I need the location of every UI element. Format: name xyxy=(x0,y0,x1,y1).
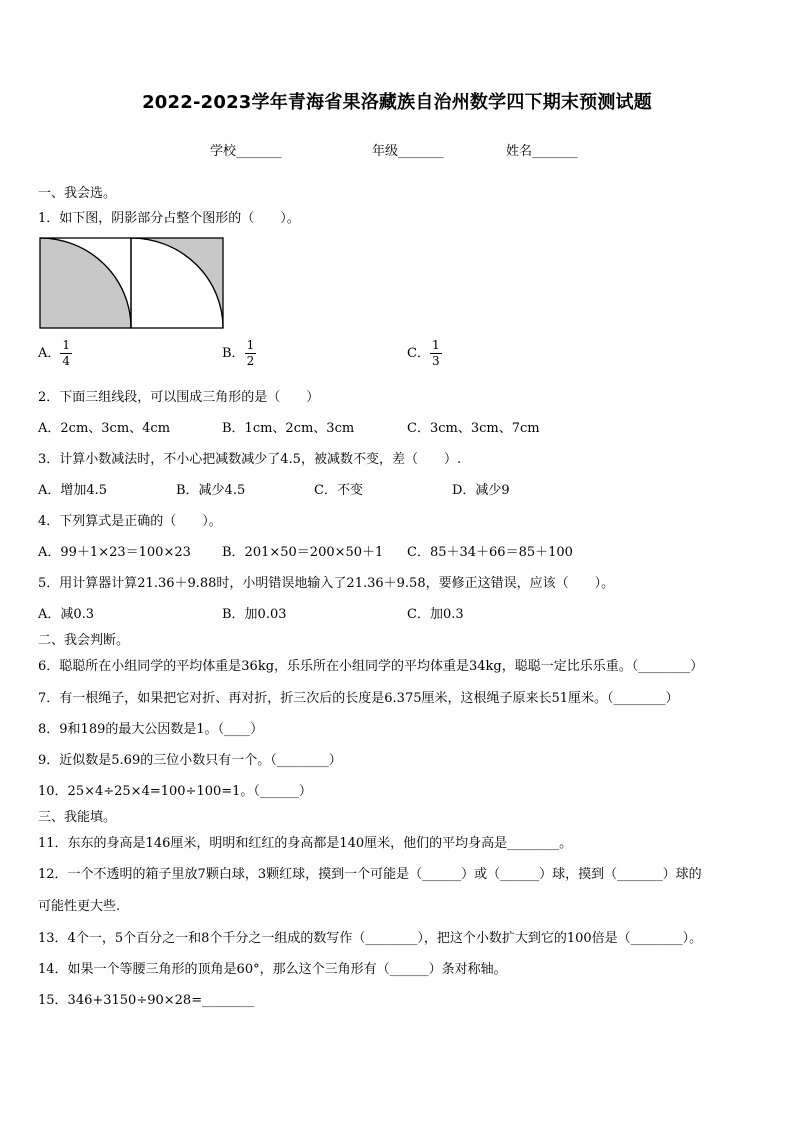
q5-option-b[interactable]: B．加0.03 xyxy=(222,607,287,622)
q1-option-c[interactable]: C． $\frac{1}{3}$ xyxy=(407,338,440,368)
question-15: 15．346+3150÷90×28=________ xyxy=(38,993,255,1008)
q5-option-c[interactable]: C．加0.3 xyxy=(407,607,464,622)
q3-option-d[interactable]: D．减少9 xyxy=(452,483,510,498)
question-5: 5．用计算器计算21.36＋9.88时，小明错误地输入了21.36＋9.58，要修正这错误，应该（ ）。 xyxy=(38,576,615,591)
q1-option-a[interactable]: A． $\frac{1}{4}$ xyxy=(38,338,71,368)
question-13: 13．4个一，5个百分之一和8个千分之一组成的数写作（________），把这个小数扩大到它的100倍是（________）。 xyxy=(38,931,703,946)
question-12-continued: 可能性更大些. xyxy=(38,899,121,914)
q3-option-c[interactable]: C．不变 xyxy=(314,483,363,498)
q3-option-b[interactable]: B．减少4.5 xyxy=(176,483,246,498)
section-heading-choice: 一、我会选。 xyxy=(38,186,117,201)
fraction: $\frac{1}{3}$ xyxy=(431,338,440,368)
shaded-squares-figure xyxy=(38,236,226,331)
q4-option-a[interactable]: A．99＋1×23＝100×23 xyxy=(38,545,191,560)
grade-field[interactable]: 年级_______ xyxy=(372,144,444,159)
fraction: $\frac{1}{4}$ xyxy=(62,338,71,368)
right-shaded-region xyxy=(131,238,223,328)
question-14: 14．如果一个等腰三角形的顶角是60°，那么这个三角形有（______）条对称轴。 xyxy=(38,962,507,977)
q2-option-a[interactable]: A．2cm、3cm、4cm xyxy=(38,421,171,436)
question-1: 1．如下图，阴影部分占整个图形的（ ）。 xyxy=(38,211,300,226)
question-8: 8．9和189的最大公因数是1。（____） xyxy=(38,722,264,737)
question-2: 2．下面三组线段，可以围成三角形的是（ ） xyxy=(38,390,320,405)
school-field[interactable]: 学校_______ xyxy=(210,144,282,159)
q4-option-b[interactable]: B．201×50＝200×50＋1 xyxy=(222,545,384,560)
q2-option-c[interactable]: C．3cm、3cm、7cm xyxy=(407,421,540,436)
section-heading-fill: 三、我能填。 xyxy=(38,810,117,825)
question-3: 3．计算小数减法时，不小心把减数减少了4.5，被减数不变，差（ ）. xyxy=(38,452,462,467)
section-heading-judge: 二、我会判断。 xyxy=(38,633,130,648)
question-10: 10．25×4÷25×4=100÷100=1。（______） xyxy=(38,784,312,799)
q5-option-a[interactable]: A．减0.3 xyxy=(38,607,95,622)
question-7: 7．有一根绳子，如果把它对折、再对折，折三次后的长度是6.375厘米，这根绳子原来长51厘米。（________） xyxy=(38,691,679,706)
question-9: 9．近似数是5.69的三位小数只有一个。（________） xyxy=(38,753,342,768)
q1-option-b[interactable]: B． $\frac{1}{2}$ xyxy=(222,338,255,368)
question-11: 11．东东的身高是146厘米，明明和红红的身高都是140厘米，他们的平均身高是________。 xyxy=(38,836,573,851)
name-field[interactable]: 姓名_______ xyxy=(506,144,578,159)
question-12: 12．一个不透明的箱子里放7颗白球，3颗红球，摸到一个可能是（______）或（______）球，摸到（_______）球的 xyxy=(38,867,702,882)
left-shaded-region xyxy=(40,238,131,328)
question-6: 6．聪聪所在小组同学的平均体重是36kg，乐乐所在小组同学的平均体重是34kg，聪聪一定比乐乐重。（________） xyxy=(38,659,704,674)
q4-option-c[interactable]: C．85＋34＋66＝85＋100 xyxy=(407,545,573,560)
fraction: $\frac{1}{2}$ xyxy=(246,338,255,368)
q2-option-b[interactable]: B．1cm、2cm、3cm xyxy=(222,421,355,436)
page-title: 2022-2023学年青海省果洛藏族自治州数学四下期末预测试题 xyxy=(142,92,652,113)
q3-option-a[interactable]: A．增加4.5 xyxy=(38,483,108,498)
question-4: 4．下列算式是正确的（ ）。 xyxy=(38,514,222,529)
